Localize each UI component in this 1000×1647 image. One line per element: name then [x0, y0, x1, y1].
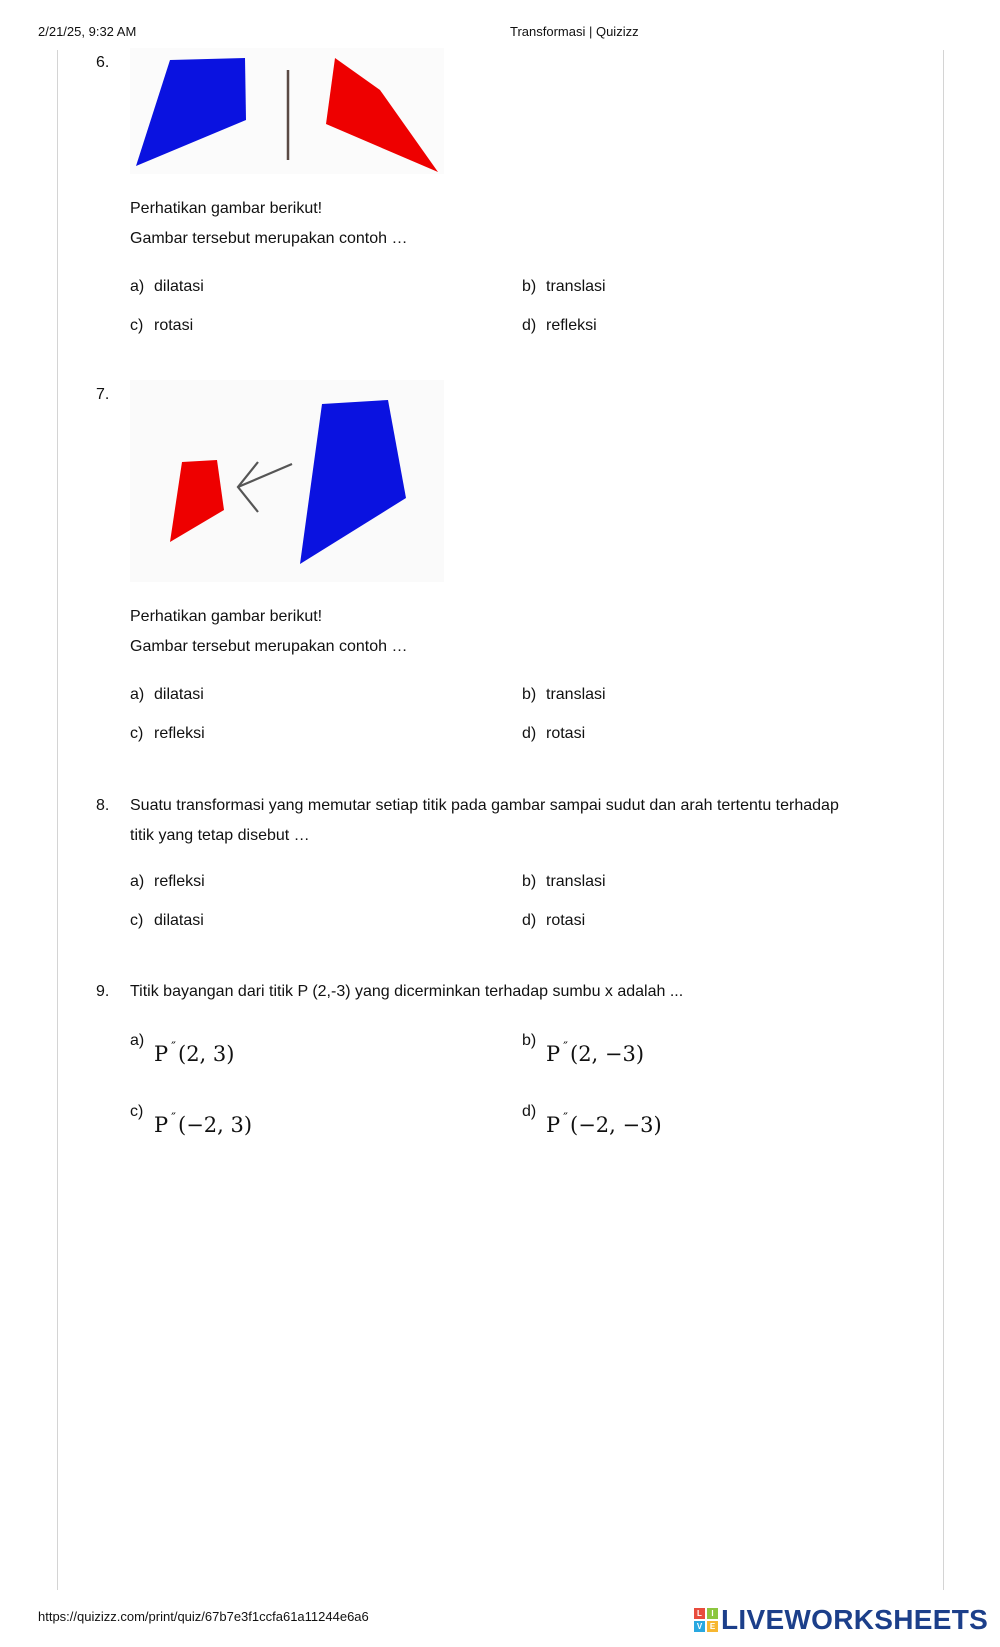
option-d[interactable]	[522, 317, 597, 335]
question-line: Perhatikan gambar berikut!	[130, 200, 323, 217]
option-math	[546, 1113, 662, 1137]
print-title: Transformasi | Quizizz	[510, 24, 639, 39]
option-b[interactable]	[522, 278, 606, 296]
math-coords: (−2, −3)	[570, 1113, 662, 1137]
option-letter: b)	[522, 278, 537, 295]
math-coords: (2, −3)	[570, 1042, 645, 1066]
math-prime: ″	[563, 1111, 568, 1126]
option-letter: d)	[522, 317, 537, 334]
option-b[interactable]	[522, 686, 606, 704]
print-date: 2/21/25, 9:32 AM	[38, 24, 137, 39]
option-letter: b)	[522, 1032, 537, 1049]
logo-letter: L	[694, 1608, 705, 1619]
logo-letter: V	[694, 1621, 705, 1632]
option-letter: c)	[130, 1103, 144, 1120]
option-text: translasi	[546, 873, 606, 890]
page-border-left	[57, 50, 58, 1590]
option-a[interactable]	[130, 278, 204, 296]
math-base: P	[546, 1042, 561, 1066]
question-line: Perhatikan gambar berikut!	[130, 608, 323, 625]
logo-letter: I	[707, 1608, 718, 1619]
reflection-image	[130, 48, 444, 174]
option-c[interactable]	[130, 725, 205, 743]
option-text: refleksi	[546, 317, 597, 334]
question-number: 6.	[96, 54, 110, 71]
math-prime: ″	[171, 1111, 176, 1126]
option-letter: a)	[130, 873, 145, 890]
math-prime: ″	[171, 1040, 176, 1055]
option-letter: b)	[522, 686, 537, 703]
option-text: refleksi	[154, 873, 205, 890]
option-letter: d)	[522, 1103, 537, 1120]
brand-name: LIVEWORKSHEETS	[721, 1604, 989, 1635]
option-math	[154, 1113, 252, 1137]
question-number: 8.	[96, 797, 110, 814]
option-letter: a)	[130, 686, 145, 703]
math-coords: (−2, 3)	[178, 1113, 253, 1137]
option-a[interactable]	[130, 873, 205, 891]
dilation-image	[130, 380, 444, 582]
option-letter: c)	[130, 725, 144, 742]
option-text: dilatasi	[154, 278, 204, 295]
option-letter: d)	[522, 912, 537, 929]
option-letter: a)	[130, 278, 145, 295]
liveworksheets-logo	[694, 1604, 988, 1636]
option-letter: b)	[522, 873, 537, 890]
question-number: 7.	[96, 386, 110, 403]
option-letter: a)	[130, 1032, 145, 1049]
logo-grid-icon	[694, 1608, 718, 1632]
option-text: dilatasi	[154, 912, 204, 929]
print-url[interactable]: https://quizizz.com/print/quiz/67b7e3f1ccfa61a11244e6a6	[38, 1609, 369, 1624]
option-math	[546, 1042, 644, 1066]
option-math	[154, 1042, 234, 1066]
logo-letter: E	[707, 1621, 718, 1632]
option-text: refleksi	[154, 725, 205, 742]
option-text: rotasi	[154, 317, 194, 334]
math-base: P	[546, 1113, 561, 1137]
question-text	[130, 602, 890, 662]
option-b[interactable]	[522, 873, 606, 891]
option-text: rotasi	[546, 725, 586, 742]
question-line: Gambar tersebut merupakan contoh …	[130, 638, 408, 655]
option-text: translasi	[546, 686, 606, 703]
option-d[interactable]	[522, 912, 585, 930]
page-border-right	[943, 50, 944, 1590]
question-text	[130, 194, 890, 254]
question-number: 9.	[96, 983, 110, 1000]
math-base: P	[154, 1042, 169, 1066]
math-base: P	[154, 1113, 169, 1137]
option-text: dilatasi	[154, 686, 204, 703]
math-prime: ″	[563, 1040, 568, 1055]
option-text: translasi	[546, 278, 606, 295]
option-text: rotasi	[546, 912, 586, 929]
math-coords: (2, 3)	[178, 1042, 235, 1066]
question-line: Gambar tersebut merupakan contoh …	[130, 230, 408, 247]
question-text	[130, 791, 890, 851]
question-text: Titik bayangan dari titik P (2,-3) yang dicerminkan terhadap sumbu x adalah ...	[130, 983, 684, 1000]
option-c[interactable]	[130, 912, 204, 930]
option-letter: d)	[522, 725, 537, 742]
option-d[interactable]	[522, 725, 585, 743]
option-c[interactable]	[130, 317, 193, 335]
question-line: titik yang tetap disebut …	[130, 827, 310, 844]
option-letter: c)	[130, 912, 144, 929]
question-line: Suatu transformasi yang memutar setiap titik pada gambar sampai sudut dan arah tertentu terhadap	[130, 797, 839, 814]
option-a[interactable]	[130, 686, 204, 704]
option-letter: c)	[130, 317, 144, 334]
